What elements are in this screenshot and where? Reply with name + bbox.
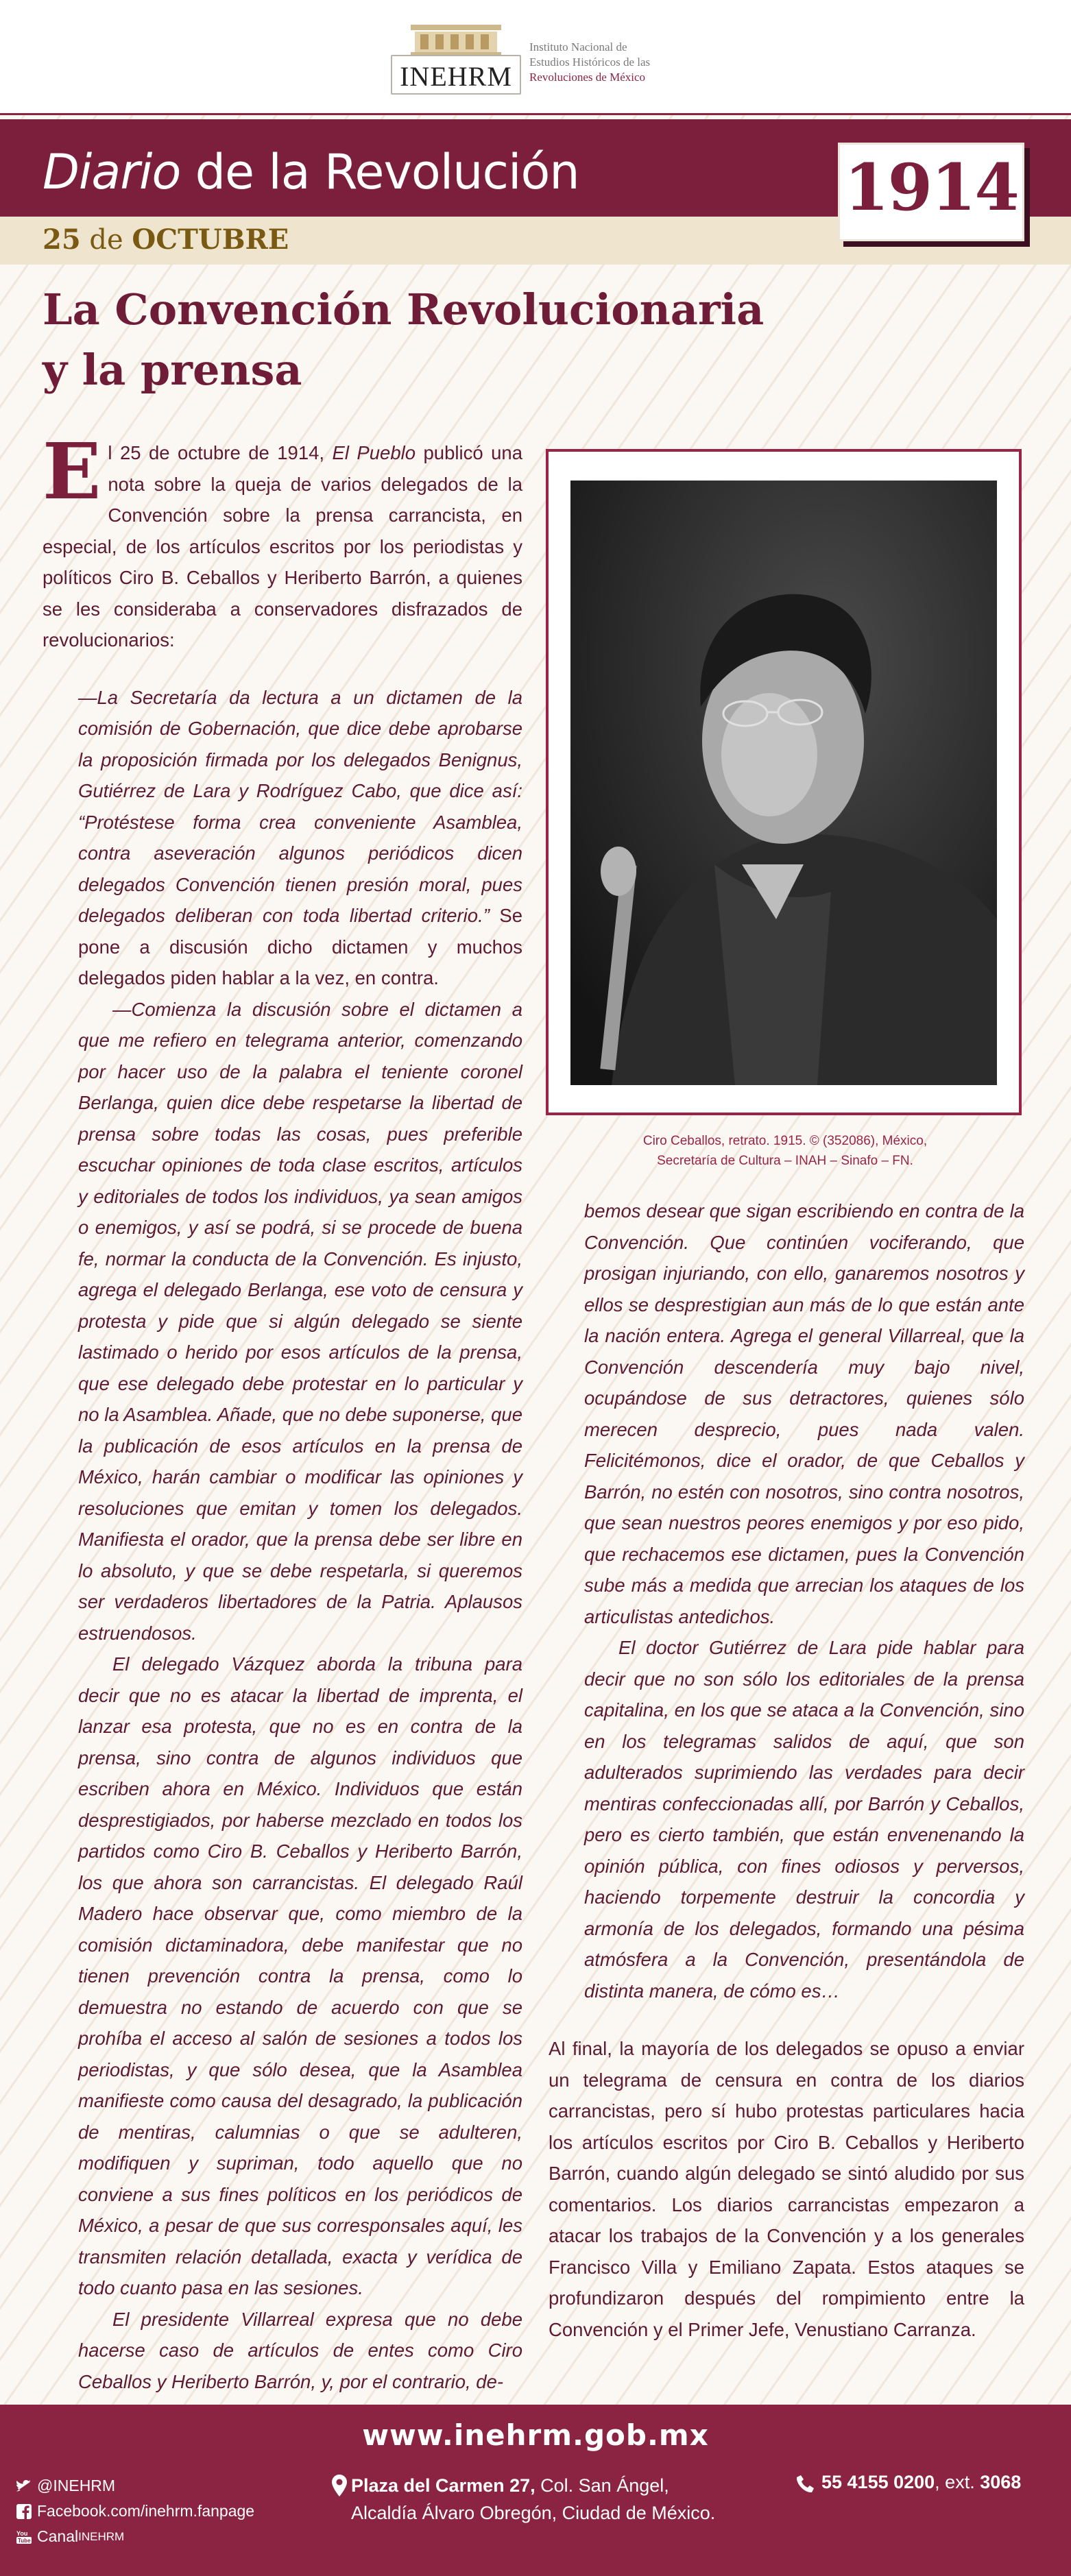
publication-date xyxy=(43,223,289,256)
phone-icon xyxy=(797,2475,815,2499)
photo-frame xyxy=(546,449,1022,1115)
quoted-report xyxy=(43,682,522,2398)
facebook-url: Facebook.com/inehrm.fanpage xyxy=(37,2502,255,2520)
caption-line-1: Ciro Ceballos, retrato. 1915. © (352086), México, xyxy=(642,1134,928,1148)
twitter-icon xyxy=(16,2480,37,2492)
quote-1-rest: Se pone a discusión dicho dictamen y muchos delegados piden hablar a la vez, en contra. xyxy=(78,905,522,988)
date-month: OCTUBRE xyxy=(132,223,289,256)
youtube-channel: INEHRM xyxy=(78,2530,125,2543)
drop-cap: E xyxy=(43,427,101,517)
twitter-handle: @INEHRM xyxy=(37,2477,116,2494)
quote-paragraph-1 xyxy=(78,682,522,994)
address-line-1 xyxy=(351,2472,715,2499)
quote-1-italic: —La Secretaría da lectura a un dictamen de la comisión de Gobernación, que dice debe aprobarse la proposición firmada por los delegados Benignus, Gutiérrez de Lara y Rodríguez Cabo, que dice así: “Protéstese forma crea conveniente Asamblea, contra aseveración algunos periódicos dicen delegados Convención tienen presión moral, pues delegados deliberan con toda libertad criterio.” xyxy=(78,686,522,926)
svg-text:You: You xyxy=(16,2529,28,2537)
svg-text:Tube: Tube xyxy=(18,2537,31,2544)
logo-acronym-box xyxy=(391,55,521,95)
address-line-2: Alcaldía Álvaro Obregón, Ciudad de México. xyxy=(351,2503,716,2523)
date-day: 25 xyxy=(43,223,81,256)
article-right-quote-column xyxy=(584,1195,1024,2006)
closing-paragraph: Al final, la mayoría de los delegados se opuso a enviar un telegrama de censura en contra de los diarios carrancistas, pero sí hubo protestas particulares hacia los artículos escritos por Ciro B. Ceballos y Heriberto Barrón, cuando algún delegado se sintó aludido por sus comentarios. Los diarios carrancistas empezaron a atacar los trabajos de la Convención y a los generales Francisco Villa y Emiliano Zapata. Estos ataques se profundizaron después del rompimiento entre la Convención y el Primer Jefe, Venustiano Carranza. xyxy=(549,2038,1024,2340)
headline-line-2: y la prensa xyxy=(43,345,302,395)
logo-acronym: INEHRM xyxy=(400,61,512,92)
photo-caption xyxy=(549,1131,1022,1171)
header-rule xyxy=(0,113,1071,115)
youtube-icon xyxy=(16,2529,37,2544)
quote-paragraph-3: El delegado Vázquez aborda la tribuna para decir que no es atacar la libertad de imprenta, el lanzar esa protesta, que no es en contra de la prensa, sino contra de algunos individuos que escriben ahora en México. Individuos que están desprestigiados, por haberse mezclado en todos los partidos como Ciro B. Ceballos y Heriberto Barrón, los que ahora son carrancistas. El delegado Raúl Madero hace observar que, como miembro de la comisión dictaminadora, debe manifestar que no tienen prevención contra la prensa, como lo demuestra no estando de acuerdo con que se prohíba el acceso al salón de sesiones a todos los periodistas, y que sólo desea, que la Asamblea manifieste como causa del desagrado, la publicación de mentiras, calumnias o que se adulteren, modifiquen y supriman, todo aquello que no conviene a sus fines políticos en los periódicos de México, a pesar de que sus corresponsales aquí, les transmiten relación detallada, exacta y verídica de todo cuanto pasa en las sesiones. xyxy=(78,1653,522,2298)
inehrm-logo[interactable] xyxy=(387,19,689,95)
banner-title xyxy=(43,144,579,200)
building-icon xyxy=(408,22,504,55)
caption-line-2: Secretaría de Cultura – INAH – Sinafo – FN. xyxy=(657,1154,913,1168)
quote-paragraph-5: El doctor Gutiérrez de Lara pide hablar para decir que no son sólo los editoriales de la prensa capitalina, en los que se ataca a la Convención, sino en los telegramas salidos de aquí, que son adulterados suprimiendo las verdades para decir mentiras confeccionadas allí, por Barrón y Ceballos, pero es cierto también, que están envenenando la opinión pública, con fines odiosos y perversos, haciendo torpemente destruir la concordia y armonía de los delegados, formando una pésima atmósfera a la Convención, presentándola de distinta manera, de cómo es… xyxy=(584,1637,1024,2002)
facebook-link[interactable] xyxy=(16,2499,254,2524)
address-colonia: Col. San Ángel, xyxy=(535,2475,669,2496)
article-closing-column xyxy=(549,2033,1024,2345)
location-pin-icon xyxy=(332,2475,347,2504)
banner-title-italic: Diario xyxy=(43,144,181,200)
footer xyxy=(0,2405,1071,2576)
portrait-photo xyxy=(570,481,997,1085)
article-headline xyxy=(43,280,797,400)
year: 1914 xyxy=(844,150,1018,226)
year-box xyxy=(838,143,1024,241)
phone-ext-label: , ext. xyxy=(935,2472,980,2492)
newspaper-name: El Pueblo xyxy=(332,442,416,463)
intro-text-a: l 25 de octubre de 1914, xyxy=(108,442,333,463)
portrait-illustration xyxy=(570,481,997,1085)
logo-line-3: Revoluciones de México xyxy=(529,71,646,84)
phone-extension: 3068 xyxy=(980,2472,1022,2492)
quote-paragraph-2: —Comienza la discusión sobre el dictamen a que me refiero en telegrama anterior, comenzando por hacer uso de la palabra el teniente coronel Berlanga, quien dice debe respetarse la libertad de prensa sobre todas las cosas, pues preferible escuchar opiniones de toda clase escritos, artículos y editoriales de todos los individuos, ya sean amigos o enemigos, y así se podrá, si se procede de buena fe, normar la conducta de la Convención. Es injusto, agrega el delegado Berlanga, ese voto de censura y protesta y pide que si algún delegado se siente lastimado o herido por esos artículos de la prensa, que ese delegado debe protestar en lo particular y no la Asamblea. Añade, que no debe suponerse, que la publicación de esos artículos en la prensa de México, harán cambiar o modificar las opiniones y resoluciones que emitan y tomen los delegados. Manifiesta el orador, que la prensa debe ser libre en lo absoluto, y que se debe respetarla, si queremos ser verdaderos libertadores de la Patria. Aplausos estruendosos. xyxy=(78,998,522,1644)
phone[interactable] xyxy=(821,2472,1021,2493)
address xyxy=(351,2472,715,2527)
logo-bar xyxy=(0,0,1071,115)
date-de: de xyxy=(80,224,132,256)
youtube-link[interactable] xyxy=(16,2524,254,2549)
logo-line-1: Instituto Nacional de xyxy=(529,40,627,53)
website-link[interactable]: www.inehrm.gob.mx xyxy=(362,2418,709,2452)
intro-text-b: publicó una nota sobre la queja de varios delegados de la Convención sobre la prensa carrancista, en especial, de los artículos escritos por los periodistas y políticos Ciro B. Ceballos y Heriberto Barrón, a quienes se les consideraba a conservadores disfrazados de revolucionarios: xyxy=(43,442,522,651)
phone-number: 55 4155 0200 xyxy=(821,2472,935,2492)
address-street: Plaza del Carmen 27, xyxy=(351,2475,536,2496)
quote-paragraph-4-continued: bemos desear que sigan escribiendo en contra de la Convención. Que continúen vociferando, que prosigan injuriando, con ello, ganaremos nosotros y ellos se desprestigian aun más de lo que están ante la nación entera. Agrega el general Villarreal, que la Convención descendería muy bajo nivel, ocupándose de sus detractores, quienes sólo merecen desprecio, pues nada valen. Felicitémonos, dice el orador, de que Ceballos y Barrón, no estén con nosotros, sino contra nosotros, que sean nuestros peores enemigos y por eso pido, que rechacemos ese dictamen, pues la Convención sube más a medida que arrecian los ataques de los articulistas antedichos. xyxy=(584,1200,1024,1627)
facebook-icon xyxy=(16,2504,37,2519)
logo-line-2: Estudios Históricos de las xyxy=(529,56,651,69)
intro-paragraph xyxy=(43,427,522,656)
headline-line-1: La Convención Revolucionaria xyxy=(43,284,765,335)
quote-paragraph-4: El presidente Villarreal expresa que no debe hacerse caso de artículos de entes como Ciro Ceballos y Heriberto Barrón, y, por el contrario, de- xyxy=(78,2308,522,2392)
youtube-prefix: Canal xyxy=(37,2527,79,2545)
logo-institution-name xyxy=(529,40,708,85)
banner-title-rest: de la Revolución xyxy=(180,144,579,200)
article-left-column xyxy=(43,427,522,2397)
twitter-link[interactable] xyxy=(16,2473,254,2499)
social-links xyxy=(16,2473,254,2549)
